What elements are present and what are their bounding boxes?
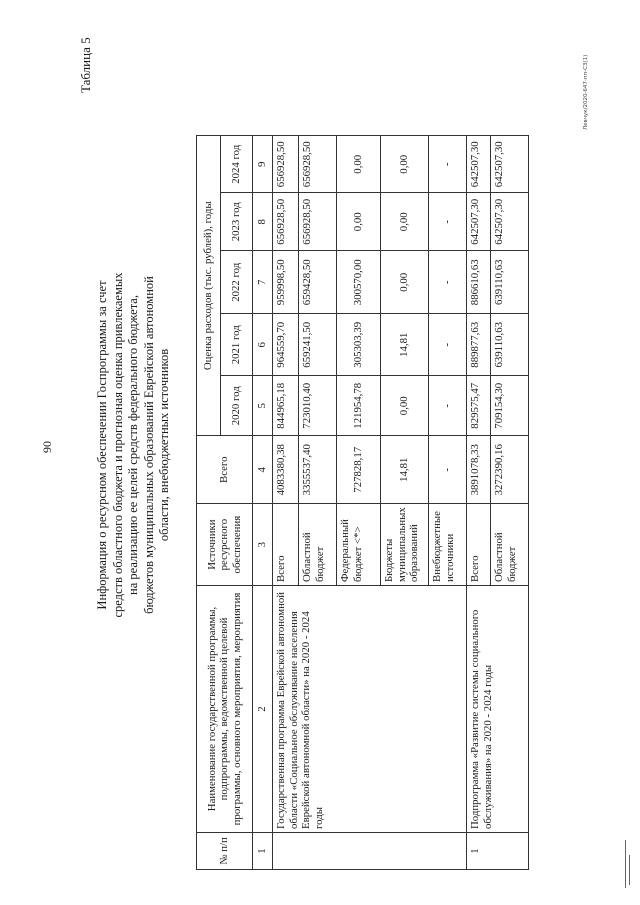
value-cell: 656928,50 — [299, 193, 337, 251]
source-cell: Областной бюджет — [491, 504, 529, 586]
value-cell: 3272390,16 — [491, 436, 529, 504]
title-line: Информация о ресурсном обеспечении Госпрограммы за счет — [95, 280, 109, 610]
table-label: Таблица 5 — [78, 37, 93, 93]
margin-line — [629, 855, 630, 885]
page-number: 90 — [40, 441, 54, 453]
source-cell: Всего — [273, 504, 299, 586]
value-cell: - — [429, 436, 467, 504]
value-cell: 0,00 — [381, 376, 429, 436]
table-title — [95, 165, 173, 725]
value-cell: 656928,50 — [273, 136, 299, 193]
value-cell: 959998,50 — [273, 251, 299, 314]
col-number: 2 — [253, 586, 273, 833]
col-number: 7 — [253, 251, 273, 314]
program-name: Государственная программа Еврейской автономной области «Социальное обслуживание населения Еврейской автономной области» на 2020 - 2024 годы — [273, 586, 467, 833]
value-cell: 642507,30 — [491, 136, 529, 193]
header-year: 2022 год — [221, 251, 253, 314]
subprogram-name: Подпрограмма «Развитие системы социального обслуживания» на 2020 - 2024 годы — [467, 586, 529, 833]
value-cell: 121954,78 — [337, 376, 381, 436]
header-estimate: Оценка расходов (тыс. рублей), годы — [197, 136, 221, 436]
source-cell: Всего — [467, 504, 491, 586]
table-row — [467, 136, 491, 870]
value-cell: 656928,50 — [299, 136, 337, 193]
value-cell: 300570,00 — [337, 251, 381, 314]
value-cell: 642507,30 — [491, 193, 529, 251]
value-cell: 659241,50 — [299, 314, 337, 376]
header-name: Наименование государственной программы, подпрограммы, ведомственной целевой программы, основного мероприятия, мероприятия — [197, 586, 253, 833]
value-cell: 0,00 — [381, 251, 429, 314]
value-cell: 829575,47 — [467, 376, 491, 436]
value-cell: 844965,18 — [273, 376, 299, 436]
column-number-row — [253, 136, 273, 870]
value-cell: 886610,63 — [467, 251, 491, 314]
margin-line — [625, 840, 626, 888]
value-cell: 727828,17 — [337, 436, 381, 504]
col-number: 8 — [253, 193, 273, 251]
value-cell: 0,00 — [381, 193, 429, 251]
resource-table — [196, 135, 529, 870]
value-cell: 656928,50 — [273, 193, 299, 251]
header-year: 2020 год — [221, 376, 253, 436]
col-number: 9 — [253, 136, 273, 193]
value-cell: 0,00 — [337, 136, 381, 193]
header-year: 2021 год — [221, 314, 253, 376]
value-cell: 639110,63 — [491, 251, 529, 314]
header-total: Всего — [197, 436, 253, 504]
title-line: средств областного бюджета и прогнозная оценка привлекаемых — [110, 272, 125, 618]
title-line: на реализацию ее целей средств федерального бюджета, — [126, 295, 140, 595]
value-cell: 3355537,40 — [299, 436, 337, 504]
value-cell: 0,00 — [337, 193, 381, 251]
value-cell: 639110,63 — [491, 314, 529, 376]
col-number: 3 — [253, 504, 273, 586]
value-cell: 709154,30 — [491, 376, 529, 436]
source-cell: Федеральный бюджет <*> — [337, 504, 381, 586]
value-cell: 659428,50 — [299, 251, 337, 314]
value-cell: - — [429, 251, 467, 314]
table-row — [273, 136, 299, 870]
value-cell: 14,81 — [381, 314, 429, 376]
value-cell: - — [429, 136, 467, 193]
value-cell: 4083380,38 — [273, 436, 299, 504]
value-cell: - — [429, 193, 467, 251]
value-cell: - — [429, 376, 467, 436]
value-cell: - — [429, 314, 467, 376]
program-num — [273, 833, 467, 870]
value-cell: 723010,40 — [299, 376, 337, 436]
source-cell: Бюджеты муниципальных образований — [381, 504, 429, 586]
value-cell: 889877,63 — [467, 314, 491, 376]
col-number: 5 — [253, 376, 273, 436]
value-cell: 0,00 — [381, 136, 429, 193]
col-number: 1 — [253, 833, 273, 870]
value-cell: 642507,30 — [467, 136, 491, 193]
document-stamp: Левчук/2020-647-пп-С3(1) — [583, 54, 589, 130]
col-number: 6 — [253, 314, 273, 376]
header-source: Источники ресурсного обеспечения — [197, 504, 253, 586]
value-cell: 305303,39 — [337, 314, 381, 376]
title-line: области, внебюджетных источников — [157, 348, 171, 542]
header-num: № п/п — [197, 833, 253, 870]
col-number: 4 — [253, 436, 273, 504]
title-line: бюджетов муниципальных образований Еврейской автономной — [141, 276, 156, 614]
header-year: 2024 год — [221, 136, 253, 193]
subprogram-num: 1 — [467, 833, 529, 870]
value-cell: 14,81 — [381, 436, 429, 504]
source-cell: Областной бюджет — [299, 504, 337, 586]
source-cell: Внебюджетные источники — [429, 504, 467, 586]
value-cell: 642507,30 — [467, 193, 491, 251]
header-year: 2023 год — [221, 193, 253, 251]
value-cell: 964559,70 — [273, 314, 299, 376]
value-cell: 3891078,33 — [467, 436, 491, 504]
